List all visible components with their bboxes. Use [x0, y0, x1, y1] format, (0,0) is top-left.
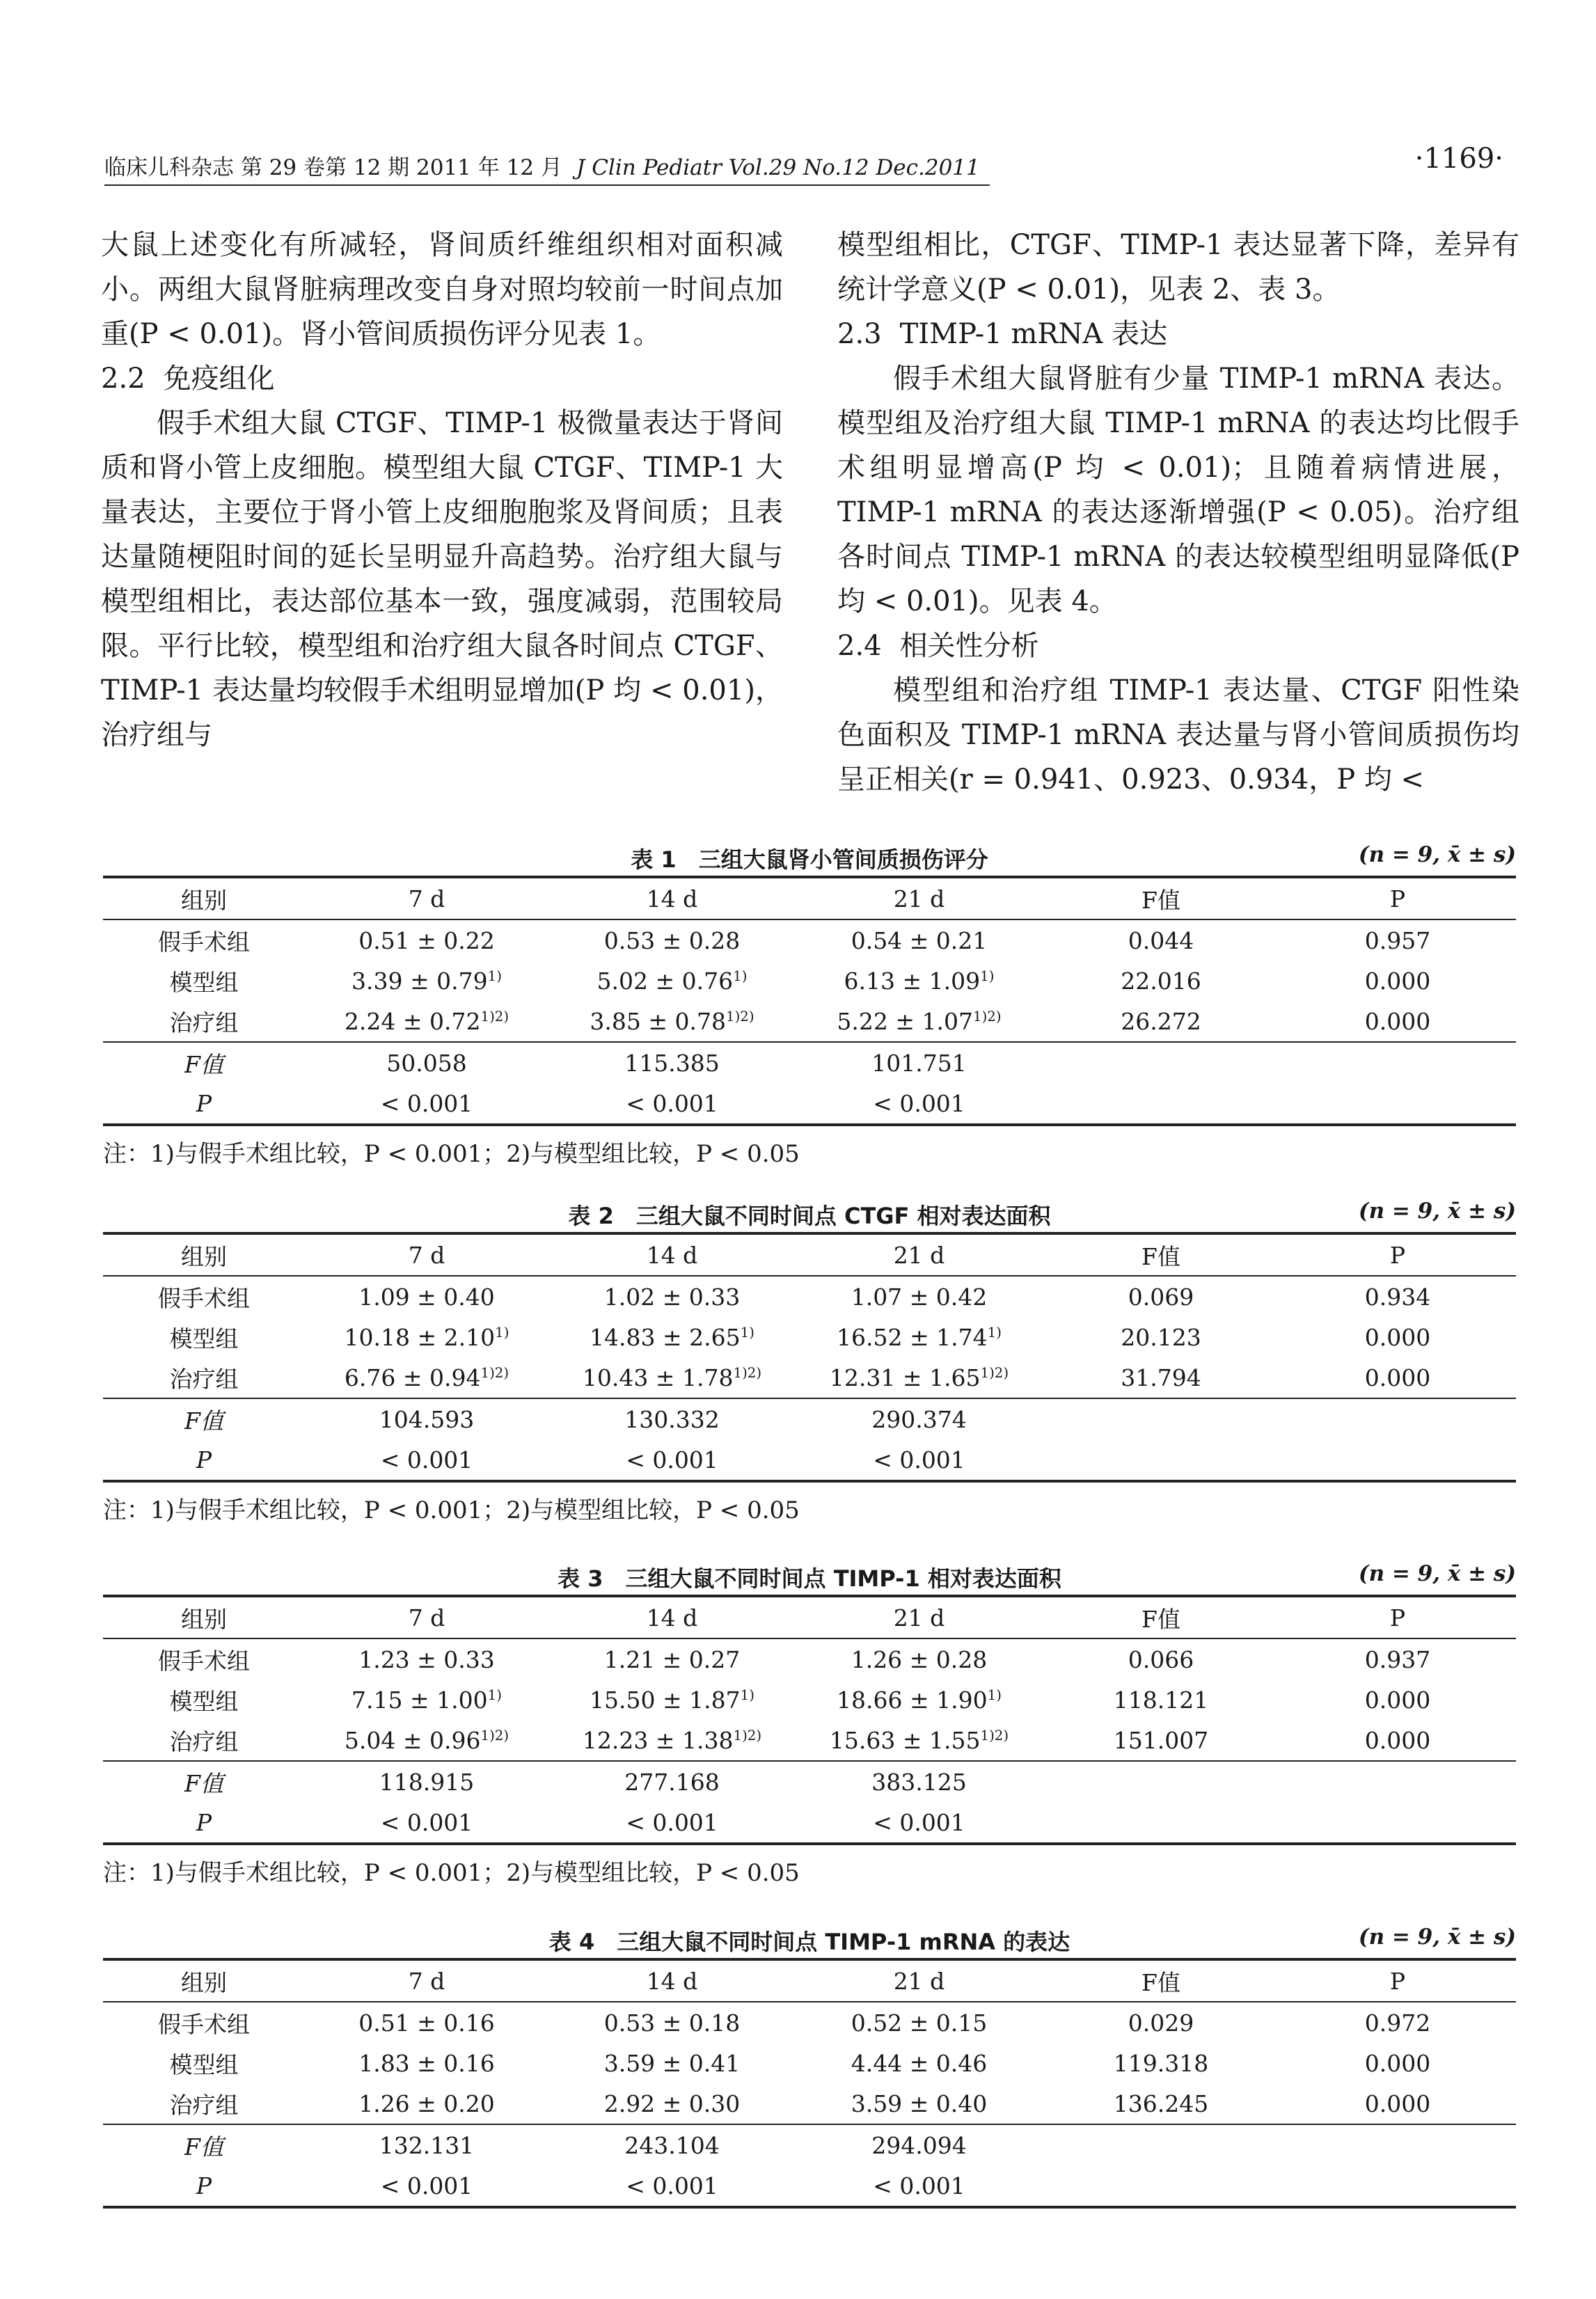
cell-value: 5.02 ± 0.76 [596, 967, 734, 995]
group-cell: 治疗组 [169, 2091, 239, 2119]
f-stat-cell: 50.058 [305, 1042, 548, 1083]
p-stat-cell: < 0.001 [626, 2172, 718, 2199]
value-cell [305, 1720, 548, 1761]
value-cell [305, 1001, 548, 1042]
p-stat-cell: < 0.001 [380, 1089, 473, 1117]
value-cell [796, 1317, 1043, 1357]
table-row [103, 2002, 1516, 2043]
p-value-cell: 0.972 [1364, 2009, 1431, 2037]
value-cell [796, 919, 1043, 961]
p-value-cell: 0.000 [1364, 1364, 1431, 1391]
cell-value: 0.51 ± 0.22 [358, 926, 495, 954]
table-row [103, 1276, 1516, 1317]
cell-footnote-mark: 1)2) [480, 1727, 509, 1744]
header-row [103, 1596, 1516, 1638]
f-stat-cell: 104.593 [305, 1398, 548, 1439]
table-row [103, 1001, 1516, 1042]
f-value-cell: 136.245 [1113, 2089, 1209, 2117]
cell-value: 10.18 ± 2.10 [344, 1323, 496, 1351]
value-cell [548, 1317, 796, 1357]
header-rule [104, 184, 990, 186]
f-value-cell: 20.123 [1121, 1323, 1201, 1351]
header-row [103, 877, 1516, 919]
value-cell [548, 961, 796, 1001]
f-value-cell: 0.066 [1128, 1645, 1194, 1673]
group-cell: 模型组 [169, 1325, 239, 1352]
data-table [103, 1958, 1516, 2209]
group-cell: 模型组 [169, 1687, 239, 1715]
f-value-cell: 0.044 [1128, 926, 1194, 954]
value-cell [796, 2002, 1043, 2043]
table-note: 注：1)与假手术组比较，P < 0.001；2)与模型组比较，P < 0.05 [103, 1496, 800, 1524]
f-stat-row [103, 2124, 1516, 2165]
section-number: 2.4 [837, 630, 882, 662]
table-stat-note: (n = 9, x̄ ± s) [1358, 1925, 1516, 1950]
p-stat-cell: < 0.001 [380, 1808, 473, 1836]
table-1 [103, 842, 1516, 1169]
f-value-cell: 0.029 [1128, 2009, 1194, 2037]
p-value-cell: 0.000 [1364, 1686, 1431, 1714]
value-cell [548, 919, 796, 961]
cell-footnote-mark: 1) [987, 1686, 1002, 1703]
f-value-cell: 151.007 [1113, 1726, 1209, 1754]
table-caption [103, 1925, 1516, 1958]
section-heading-2-2 [101, 356, 783, 401]
table-row [103, 2043, 1516, 2083]
f-row-label: F值 [103, 2124, 305, 2165]
cell-value: 2.92 ± 0.30 [603, 2089, 741, 2117]
f-value-cell: 31.794 [1121, 1364, 1201, 1391]
cell-value: 12.23 ± 1.38 [582, 1726, 734, 1754]
value-cell [548, 1680, 796, 1720]
p-value-cell: 0.000 [1364, 1323, 1431, 1351]
cell-value: 3.85 ± 0.78 [590, 1007, 726, 1035]
f-row-label: F值 [103, 1398, 305, 1439]
cell-footnote-mark: 1) [980, 967, 995, 984]
p-stat-row [103, 1439, 1516, 1481]
p-value-cell: 0.000 [1364, 967, 1431, 995]
column-header: 组别 [103, 1959, 305, 2002]
value-cell [305, 2083, 548, 2124]
cell-footnote-mark: 1) [495, 1324, 509, 1341]
f-value-cell: 0.069 [1128, 1283, 1194, 1311]
column-header: F值 [1043, 1959, 1279, 2002]
f-row-label: F值 [103, 1761, 305, 1802]
p-value-cell: 0.000 [1364, 2089, 1431, 2117]
table-row [103, 2083, 1516, 2124]
cell-value: 1.83 ± 0.16 [358, 2049, 495, 2077]
cell-footnote-mark: 1)2) [480, 1364, 509, 1381]
cell-value: 1.21 ± 0.27 [603, 1645, 741, 1673]
p-value-cell: 0.957 [1364, 926, 1431, 954]
f-stat-cell: 101.751 [796, 1042, 1043, 1083]
f-stat-cell: 132.131 [305, 2124, 548, 2165]
value-cell [548, 1720, 796, 1761]
cell-value: 5.04 ± 0.96 [344, 1726, 481, 1754]
group-cell: 假手术组 [158, 2010, 250, 2038]
f-stat-cell: 115.385 [548, 1042, 796, 1083]
column-header: P [1279, 1233, 1516, 1276]
cell-value: 18.66 ± 1.90 [837, 1686, 988, 1714]
column-header: P [1279, 1959, 1516, 2002]
cell-footnote-mark: 1) [740, 1324, 754, 1341]
section-title: 免疫组化 [163, 363, 275, 395]
cell-footnote-mark: 1)2) [980, 1364, 1009, 1381]
data-table [103, 876, 1516, 1126]
value-cell [796, 1276, 1043, 1317]
paragraph: 假手术组大鼠 CTGF、TIMP-1 极微量表达于肾间质和肾小管上皮细胞。模型组大鼠 CTGF、TIMP-1 大量表达，主要位于肾小管上皮细胞胞浆及肾间质；且表达量随梗阻时间的延长呈明显升高趋势。治疗组大鼠与模型组相比，表达部位基本一致，强度减弱，范围较局限。平行比较，模型组和治疗组大鼠各时间点 CTGF、TIMP-1 表达量均较假手术组明显增加(P 均 < 0.01)，治疗组与 [101, 407, 783, 751]
value-cell [796, 1720, 1043, 1761]
p-stat-cell: < 0.001 [380, 2172, 473, 2199]
value-cell [305, 919, 548, 961]
header-row [103, 1959, 1516, 2002]
p-row-label: P [196, 1808, 212, 1836]
page-number: ·1169· [1414, 143, 1503, 175]
p-row-label: P [196, 1446, 212, 1474]
value-cell [305, 1680, 548, 1720]
p-stat-cell: < 0.001 [626, 1446, 718, 1474]
f-stat-cell: 294.094 [796, 2124, 1043, 2165]
table-caption [103, 842, 1516, 876]
journal-name-en: J Clin Pediatr Vol.29 No.12 Dec.2011 [576, 155, 980, 180]
value-cell [305, 1357, 548, 1398]
value-cell [305, 2002, 548, 2043]
cell-value: 1.02 ± 0.33 [603, 1283, 741, 1311]
section-number: 2.2 [101, 363, 145, 395]
table-note: 注：1)与假手术组比较，P < 0.001；2)与模型组比较，P < 0.05 [103, 1859, 800, 1887]
column-header: F值 [1043, 1596, 1279, 1638]
value-cell [305, 1276, 548, 1317]
value-cell [305, 2043, 548, 2083]
cell-value: 3.59 ± 0.40 [851, 2089, 988, 2117]
table-row [103, 919, 1516, 961]
f-stat-row [103, 1761, 1516, 1802]
column-header: 21 d [796, 877, 1043, 919]
p-value-cell: 0.000 [1364, 1726, 1431, 1754]
table-title: 表 1 三组大鼠肾小管间质损伤评分 [631, 846, 988, 873]
group-cell: 治疗组 [169, 1009, 239, 1036]
section-title: 相关性分析 [899, 630, 1039, 662]
f-value-cell: 118.121 [1113, 1686, 1209, 1714]
column-header: 7 d [305, 1233, 548, 1276]
value-cell [305, 1638, 548, 1680]
column-header: 21 d [796, 1596, 1043, 1638]
column-header: 21 d [796, 1959, 1043, 2002]
column-header: P [1279, 1596, 1516, 1638]
value-cell [548, 1638, 796, 1680]
p-value-cell: 0.000 [1364, 1007, 1431, 1035]
column-header: 7 d [305, 1596, 548, 1638]
group-cell: 模型组 [169, 2051, 239, 2078]
cell-value: 7.15 ± 1.00 [351, 1686, 488, 1714]
value-cell [305, 961, 548, 1001]
cell-value: 14.83 ± 2.65 [590, 1323, 741, 1351]
column-header: 7 d [305, 1959, 548, 2002]
right-column [837, 223, 1519, 802]
table-stat-note: (n = 9, x̄ ± s) [1358, 1561, 1516, 1586]
value-cell [796, 1638, 1043, 1680]
cell-value: 0.53 ± 0.28 [603, 926, 741, 954]
table-title: 表 3 三组大鼠不同时间点 TIMP-1 相对表达面积 [558, 1565, 1061, 1592]
group-cell: 治疗组 [169, 1728, 239, 1755]
section-heading-2-3 [837, 312, 1519, 356]
f-stat-cell: 243.104 [548, 2124, 796, 2165]
table-stat-note: (n = 9, x̄ ± s) [1358, 842, 1516, 867]
cell-footnote-mark: 1) [740, 1686, 754, 1703]
cell-footnote-mark: 1) [487, 1686, 502, 1703]
paragraph: 模型组相比，CTGF、TIMP-1 表达显著下降，差异有统计学意义(P < 0.01)，见表 2、表 3。 [837, 229, 1519, 306]
cell-value: 0.53 ± 0.18 [603, 2009, 741, 2037]
cell-value: 6.76 ± 0.94 [344, 1364, 481, 1391]
cell-value: 0.52 ± 0.15 [851, 2009, 988, 2037]
column-header: 14 d [548, 1233, 796, 1276]
p-stat-cell: < 0.001 [873, 1089, 965, 1117]
cell-footnote-mark: 1) [487, 967, 502, 984]
value-cell [548, 2043, 796, 2083]
column-header: P [1279, 877, 1516, 919]
column-header: 14 d [548, 877, 796, 919]
cell-value: 15.63 ± 1.55 [829, 1726, 981, 1754]
p-stat-cell: < 0.001 [626, 1808, 718, 1836]
table-4 [103, 1925, 1516, 2209]
paragraph: 假手术组大鼠肾脏有少量 TIMP-1 mRNA 表达。模型组及治疗组大鼠 TIMP-1 mRNA 的表达均比假手术组明显增高(P 均 < 0.01)；且随着病情进展，TIMP-1 mRNA 的表达逐渐增强(P < 0.05)。治疗组各时间点 TIMP-1 mRNA 的表达较模型组明显降低(P 均 < 0.01)。见表 4。 [837, 363, 1519, 617]
p-stat-cell: < 0.001 [873, 2172, 965, 2199]
p-stat-cell: < 0.001 [873, 1808, 965, 1836]
f-stat-cell: 118.915 [305, 1761, 548, 1802]
table-title: 表 4 三组大鼠不同时间点 TIMP-1 mRNA 的表达 [548, 1929, 1070, 1955]
value-cell [796, 1357, 1043, 1398]
value-cell [796, 961, 1043, 1001]
f-stat-cell: 290.374 [796, 1398, 1043, 1439]
running-head [104, 143, 1503, 181]
column-header: 组别 [103, 1596, 305, 1638]
paragraph: 大鼠上述变化有所减轻，肾间质纤维组织相对面积减小。两组大鼠肾脏病理改变自身对照均较前一时间点加重(P < 0.01)。肾小管间质损伤评分见表 1。 [101, 229, 783, 350]
group-cell: 假手术组 [158, 1284, 250, 1312]
table-row [103, 1638, 1516, 1680]
cell-value: 1.26 ± 0.20 [358, 2089, 495, 2117]
table-3 [103, 1561, 1516, 1888]
p-stat-row [103, 1083, 1516, 1125]
table-caption [103, 1561, 1516, 1595]
cell-value: 5.22 ± 1.07 [837, 1007, 973, 1035]
column-header: F值 [1043, 877, 1279, 919]
section-title: TIMP-1 mRNA 表达 [899, 318, 1168, 350]
cell-value: 0.54 ± 0.21 [851, 926, 988, 954]
cell-value: 1.09 ± 0.40 [358, 1283, 495, 1311]
value-cell [548, 1357, 796, 1398]
group-cell: 假手术组 [158, 928, 250, 956]
value-cell [796, 2043, 1043, 2083]
value-cell [796, 2083, 1043, 2124]
table-caption [103, 1199, 1516, 1232]
cell-value: 3.59 ± 0.41 [603, 2049, 741, 2077]
p-row-label: P [196, 1089, 212, 1117]
cell-value: 12.31 ± 1.65 [829, 1364, 981, 1391]
cell-value: 2.24 ± 0.72 [344, 1007, 481, 1035]
value-cell [548, 1276, 796, 1317]
header-row [103, 1233, 1516, 1276]
column-header: 14 d [548, 1959, 796, 2002]
table-row [103, 1317, 1516, 1357]
cell-value: 3.39 ± 0.79 [351, 967, 488, 995]
table-row [103, 961, 1516, 1001]
cell-value: 10.43 ± 1.78 [582, 1364, 734, 1391]
cell-value: 15.50 ± 1.87 [590, 1686, 741, 1714]
data-table [103, 1595, 1516, 1845]
group-cell: 模型组 [169, 968, 239, 996]
p-stat-cell: < 0.001 [626, 1089, 718, 1117]
f-stat-cell: 130.332 [548, 1398, 796, 1439]
table-note: 注：1)与假手术组比较，P < 0.001；2)与模型组比较，P < 0.05 [103, 1140, 800, 1168]
value-cell [548, 2002, 796, 2043]
value-cell [305, 1317, 548, 1357]
cell-footnote-mark: 1)2) [480, 1008, 509, 1025]
cell-value: 6.13 ± 1.09 [844, 967, 981, 995]
p-row-label: P [196, 2172, 212, 2199]
group-cell: 治疗组 [169, 1365, 239, 1393]
cell-value: 1.26 ± 0.28 [851, 1645, 988, 1673]
paragraph: 模型组和治疗组 TIMP-1 表达量、CTGF 阳性染色面积及 TIMP-1 mRNA 表达量与肾小管间质损伤均呈正相关(r = 0.941、0.923、0.934，P 均 < [837, 674, 1519, 796]
p-stat-row [103, 1802, 1516, 1844]
p-stat-row [103, 2165, 1516, 2207]
cell-footnote-mark: 1)2) [725, 1008, 754, 1025]
p-value-cell: 0.000 [1364, 2049, 1431, 2077]
cell-footnote-mark: 1)2) [972, 1008, 1002, 1025]
column-header: 14 d [548, 1596, 796, 1638]
cell-footnote-mark: 1)2) [733, 1727, 762, 1744]
table-row [103, 1720, 1516, 1761]
f-stat-cell: 277.168 [548, 1761, 796, 1802]
cell-footnote-mark: 1)2) [980, 1727, 1009, 1744]
cell-value: 1.23 ± 0.33 [358, 1645, 495, 1673]
column-header: 21 d [796, 1233, 1043, 1276]
value-cell [548, 2083, 796, 2124]
section-heading-2-4 [837, 624, 1519, 668]
table-stat-note: (n = 9, x̄ ± s) [1358, 1199, 1516, 1224]
column-header: 组别 [103, 877, 305, 919]
column-header: 组别 [103, 1233, 305, 1276]
p-value-cell: 0.937 [1364, 1645, 1431, 1673]
f-stat-cell: 383.125 [796, 1761, 1043, 1802]
f-value-cell: 22.016 [1121, 967, 1201, 995]
f-value-cell: 26.272 [1121, 1007, 1201, 1035]
f-row-label: F值 [103, 1042, 305, 1083]
column-header: 7 d [305, 877, 548, 919]
p-stat-cell: < 0.001 [873, 1446, 965, 1474]
f-stat-row [103, 1042, 1516, 1083]
cell-footnote-mark: 1)2) [733, 1364, 762, 1381]
cell-value: 4.44 ± 0.46 [851, 2049, 988, 2077]
p-stat-cell: < 0.001 [380, 1446, 473, 1474]
table-row [103, 1680, 1516, 1720]
value-cell [796, 1680, 1043, 1720]
cell-value: 0.51 ± 0.16 [358, 2009, 495, 2037]
p-value-cell: 0.934 [1364, 1283, 1431, 1311]
column-header: F值 [1043, 1233, 1279, 1276]
group-cell: 假手术组 [158, 1647, 250, 1675]
f-value-cell: 119.318 [1113, 2049, 1209, 2077]
value-cell [796, 1001, 1043, 1042]
cell-footnote-mark: 1) [733, 967, 748, 984]
value-cell [548, 1001, 796, 1042]
cell-value: 1.07 ± 0.42 [851, 1283, 988, 1311]
journal-name-cn: 临床儿科杂志 第 29 卷第 12 期 2011 年 12 月 [104, 155, 562, 180]
cell-value: 16.52 ± 1.74 [837, 1323, 988, 1351]
f-stat-row [103, 1398, 1516, 1439]
left-column [101, 223, 783, 757]
table-2 [103, 1199, 1516, 1525]
table-title: 表 2 三组大鼠不同时间点 CTGF 相对表达面积 [568, 1203, 1051, 1229]
section-number: 2.3 [837, 318, 882, 350]
table-row [103, 1357, 1516, 1398]
cell-footnote-mark: 1) [987, 1324, 1002, 1341]
data-table [103, 1232, 1516, 1483]
